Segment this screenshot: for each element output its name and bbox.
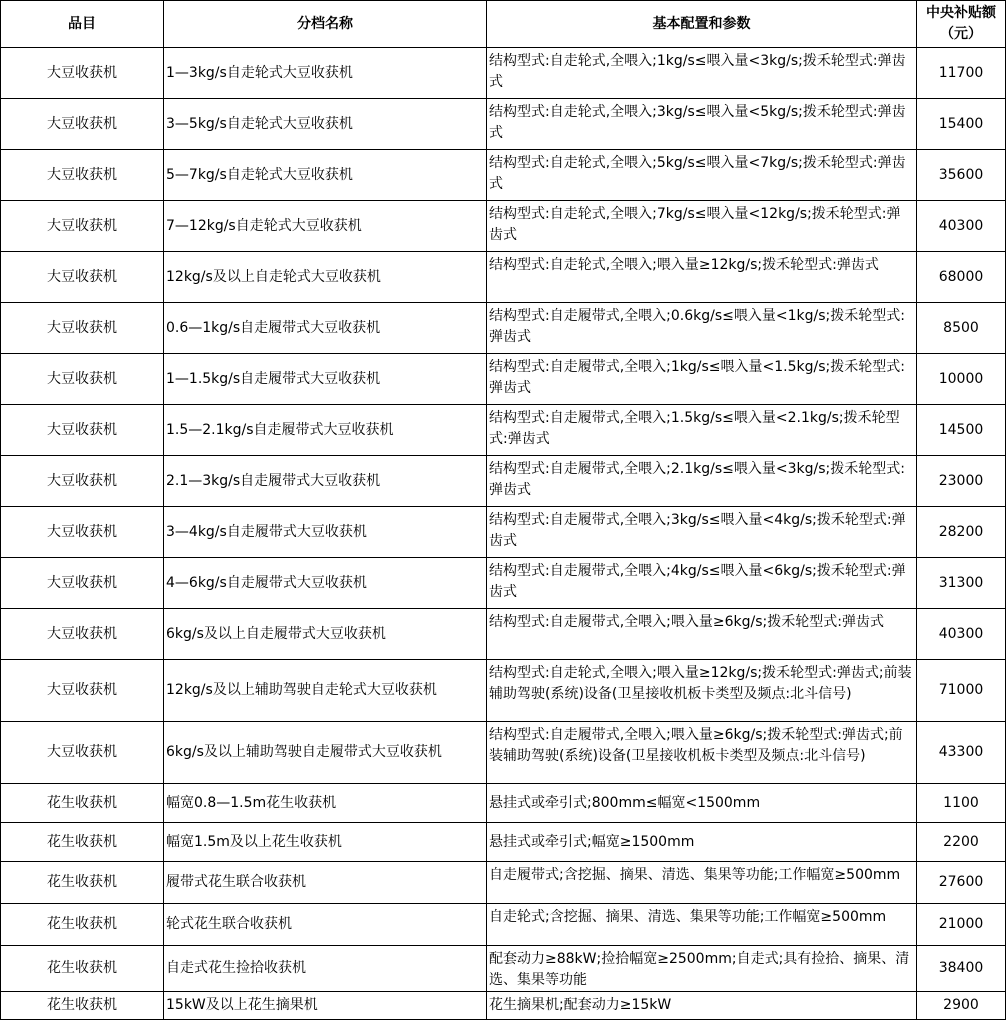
table-row [1,150,1006,201]
cell-category: 大豆收获机 [1,150,164,201]
cell-subsidy: 71000 [917,660,1006,722]
cell-config: 结构型式:自走履带式,全喂入;1kg/s≤喂入量<1.5kg/s;拨禾轮型式:弹齿式 [487,354,917,405]
cell-config: 结构型式:自走轮式,全喂入;喂入量≥12kg/s;拨禾轮型式:弹齿式;前装辅助驾驶(系统)设备(卫星接收机板卡类型及频点:北斗信号) [487,660,917,722]
cell-tier-name: 自走式花生捡拾收获机 [164,946,487,992]
cell-subsidy: 21000 [917,904,1006,946]
header-tier-name: 分档名称 [164,1,487,48]
table-row [1,201,1006,252]
cell-config: 结构型式:自走轮式,全喂入;1kg/s≤喂入量<3kg/s;拨禾轮型式:弹齿式 [487,48,917,99]
cell-config: 自走轮式;含挖掘、摘果、清选、集果等功能;工作幅宽≥500mm [487,904,917,946]
cell-tier-name: 幅宽0.8—1.5m花生收获机 [164,784,487,823]
cell-subsidy: 23000 [917,456,1006,507]
cell-tier-name: 履带式花生联合收获机 [164,862,487,904]
cell-tier-name: 4—6kg/s自走履带式大豆收获机 [164,558,487,609]
table-row [1,48,1006,99]
cell-category: 花生收获机 [1,904,164,946]
table-row [1,609,1006,660]
table-row [1,354,1006,405]
table-row [1,660,1006,722]
cell-category: 大豆收获机 [1,252,164,303]
cell-category: 大豆收获机 [1,456,164,507]
cell-subsidy: 43300 [917,722,1006,784]
table-header-row [1,1,1006,48]
cell-category: 花生收获机 [1,992,164,1020]
cell-config: 悬挂式或牵引式;800mm≤幅宽<1500mm [487,784,917,823]
cell-subsidy: 68000 [917,252,1006,303]
cell-tier-name: 6kg/s及以上自走履带式大豆收获机 [164,609,487,660]
table-row [1,722,1006,784]
cell-config: 结构型式:自走履带式,全喂入;4kg/s≤喂入量<6kg/s;拨禾轮型式:弹齿式 [487,558,917,609]
cell-category: 大豆收获机 [1,303,164,354]
table-row [1,784,1006,823]
cell-tier-name: 2.1—3kg/s自走履带式大豆收获机 [164,456,487,507]
cell-subsidy: 35600 [917,150,1006,201]
cell-tier-name: 3—4kg/s自走履带式大豆收获机 [164,507,487,558]
cell-subsidy: 1100 [917,784,1006,823]
cell-subsidy: 38400 [917,946,1006,992]
cell-tier-name: 1—1.5kg/s自走履带式大豆收获机 [164,354,487,405]
cell-tier-name: 12kg/s及以上辅助驾驶自走轮式大豆收获机 [164,660,487,722]
cell-config: 自走履带式;含挖掘、摘果、清选、集果等功能;工作幅宽≥500mm [487,862,917,904]
table-row [1,405,1006,456]
cell-config: 结构型式:自走轮式,全喂入;3kg/s≤喂入量<5kg/s;拨禾轮型式:弹齿式 [487,99,917,150]
cell-category: 大豆收获机 [1,48,164,99]
cell-config: 配套动力≥88kW;捡拾幅宽≥2500mm;自走式;具有捡拾、摘果、清选、集果等功能 [487,946,917,992]
cell-category: 大豆收获机 [1,609,164,660]
table-row [1,946,1006,992]
cell-subsidy: 27600 [917,862,1006,904]
cell-category: 大豆收获机 [1,201,164,252]
cell-tier-name: 3—5kg/s自走轮式大豆收获机 [164,99,487,150]
cell-subsidy: 8500 [917,303,1006,354]
cell-config: 结构型式:自走履带式,全喂入;喂入量≥6kg/s;拨禾轮型式:弹齿式 [487,609,917,660]
cell-tier-name: 6kg/s及以上辅助驾驶自走履带式大豆收获机 [164,722,487,784]
cell-subsidy: 40300 [917,609,1006,660]
cell-tier-name: 15kW及以上花生摘果机 [164,992,487,1020]
cell-config: 花生摘果机;配套动力≥15kW [487,992,917,1020]
cell-category: 大豆收获机 [1,558,164,609]
cell-tier-name: 1—3kg/s自走轮式大豆收获机 [164,48,487,99]
cell-category: 花生收获机 [1,823,164,862]
cell-tier-name: 12kg/s及以上自走轮式大豆收获机 [164,252,487,303]
cell-config: 结构型式:自走履带式,全喂入;1.5kg/s≤喂入量<2.1kg/s;拨禾轮型式:弹齿式 [487,405,917,456]
cell-tier-name: 5—7kg/s自走轮式大豆收获机 [164,150,487,201]
cell-config: 结构型式:自走履带式,全喂入;2.1kg/s≤喂入量<3kg/s;拨禾轮型式:弹齿式 [487,456,917,507]
cell-subsidy: 15400 [917,99,1006,150]
table-row [1,303,1006,354]
cell-category: 花生收获机 [1,784,164,823]
cell-category: 大豆收获机 [1,99,164,150]
table-row [1,558,1006,609]
cell-category: 花生收获机 [1,862,164,904]
header-category: 品目 [1,1,164,48]
cell-config: 结构型式:自走轮式,全喂入;5kg/s≤喂入量<7kg/s;拨禾轮型式:弹齿式 [487,150,917,201]
table-row [1,99,1006,150]
table-row [1,992,1006,1020]
cell-category: 大豆收获机 [1,722,164,784]
cell-config: 结构型式:自走轮式,全喂入;喂入量≥12kg/s;拨禾轮型式:弹齿式 [487,252,917,303]
cell-tier-name: 幅宽1.5m及以上花生收获机 [164,823,487,862]
cell-subsidy: 28200 [917,507,1006,558]
cell-category: 大豆收获机 [1,405,164,456]
cell-subsidy: 11700 [917,48,1006,99]
cell-config: 结构型式:自走履带式,全喂入;0.6kg/s≤喂入量<1kg/s;拨禾轮型式:弹齿式 [487,303,917,354]
cell-tier-name: 1.5—2.1kg/s自走履带式大豆收获机 [164,405,487,456]
cell-subsidy: 2200 [917,823,1006,862]
header-config: 基本配置和参数 [487,1,917,48]
table-row [1,252,1006,303]
cell-category: 大豆收获机 [1,660,164,722]
table-row [1,904,1006,946]
cell-config: 结构型式:自走履带式,全喂入;3kg/s≤喂入量<4kg/s;拨禾轮型式:弹齿式 [487,507,917,558]
cell-subsidy: 10000 [917,354,1006,405]
table-row [1,862,1006,904]
cell-subsidy: 40300 [917,201,1006,252]
cell-subsidy: 14500 [917,405,1006,456]
cell-category: 花生收获机 [1,946,164,992]
cell-subsidy: 2900 [917,992,1006,1020]
table-body [1,48,1006,1020]
cell-subsidy: 31300 [917,558,1006,609]
cell-category: 大豆收获机 [1,507,164,558]
table-row [1,507,1006,558]
table-row [1,823,1006,862]
cell-tier-name: 0.6—1kg/s自走履带式大豆收获机 [164,303,487,354]
cell-config: 悬挂式或牵引式;幅宽≥1500mm [487,823,917,862]
cell-config: 结构型式:自走履带式,全喂入;喂入量≥6kg/s;拨禾轮型式:弹齿式;前装辅助驾驶(系统)设备(卫星接收机板卡类型及频点:北斗信号) [487,722,917,784]
cell-tier-name: 7—12kg/s自走轮式大豆收获机 [164,201,487,252]
cell-tier-name: 轮式花生联合收获机 [164,904,487,946]
cell-config: 结构型式:自走轮式,全喂入;7kg/s≤喂入量<12kg/s;拨禾轮型式:弹齿式 [487,201,917,252]
cell-category: 大豆收获机 [1,354,164,405]
table-row [1,456,1006,507]
header-subsidy: 中央补贴额（元） [917,1,1006,48]
